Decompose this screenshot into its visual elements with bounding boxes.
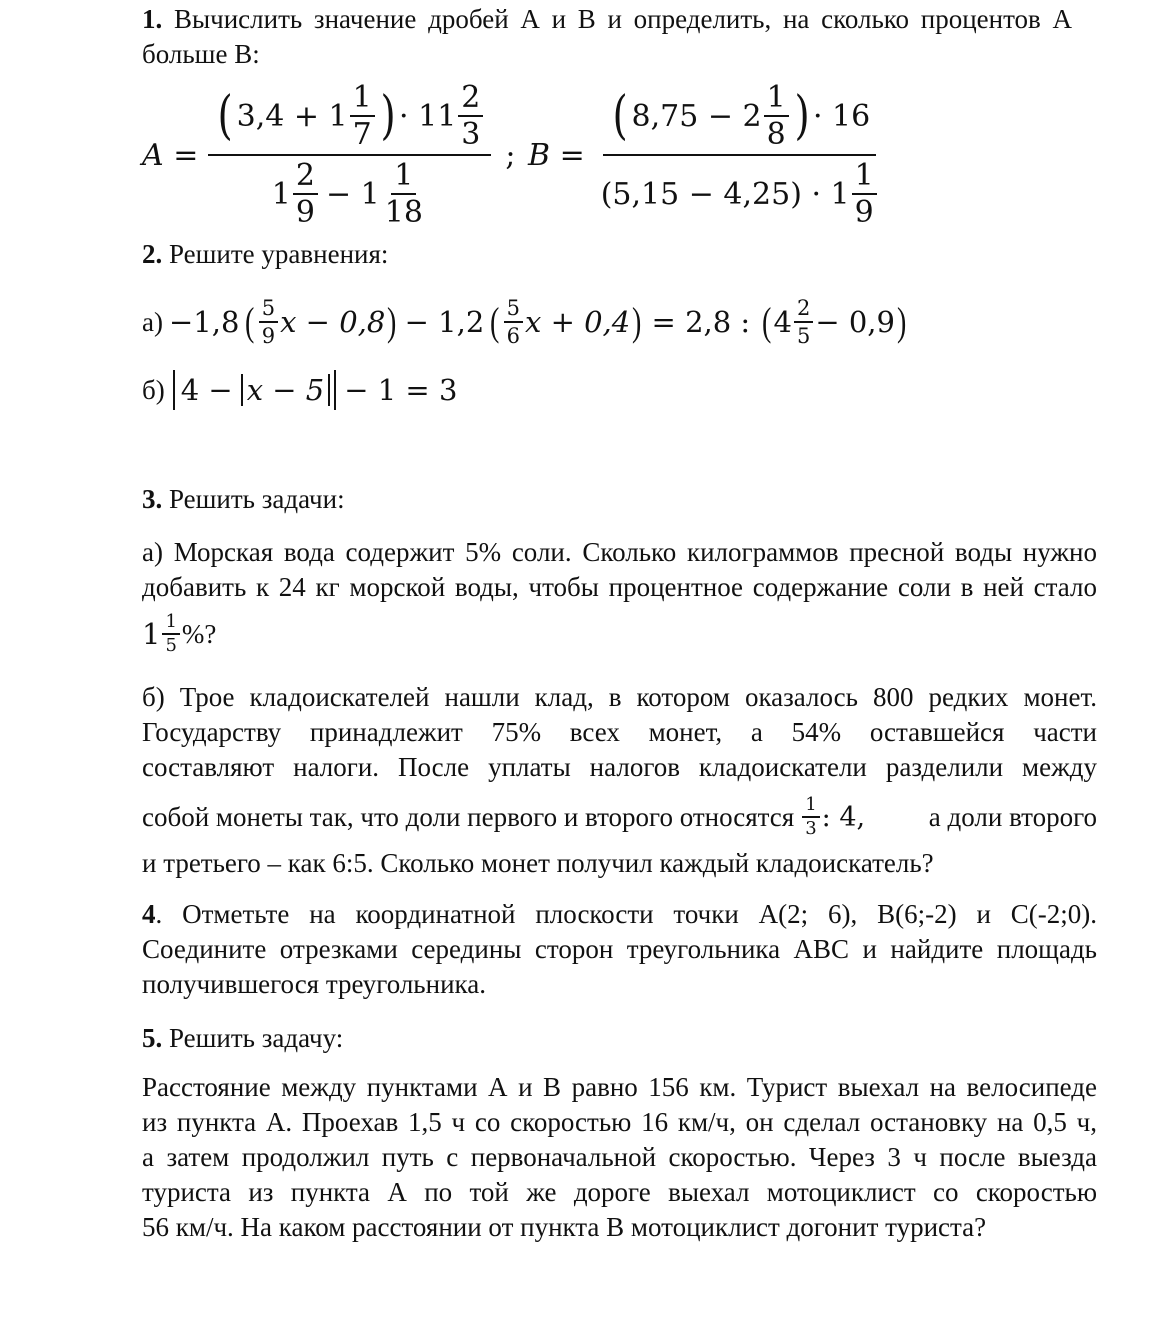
task3-a: а) Морская вода содержит 5% соли. Сколько килограммов пресной воды нужно добавить к 24 кг морской воды, чтобы процентное содержание соли в ней стало — [142, 537, 1097, 602]
formula-separator: ; — [505, 137, 516, 173]
formula-b-lhs: B = — [528, 137, 585, 173]
task1-text — [142, 2, 1072, 72]
task3-heading: 3. Решить задачи: — [142, 484, 345, 514]
formula-a — [142, 80, 516, 230]
formula-a-fraction — [208, 82, 491, 228]
task3-a-fraction: 1 $\frac{1}{5}$ %? — [142, 610, 217, 656]
task3-b-ratio-line: собой монеты так, что доли первого и второго относятся $\frac{1}{3}$ : 4, а доли второго — [142, 793, 1097, 839]
task4: 4. Отметьте на координатной плоскости точки A(2; 6), B(6;-2) и C(-2;0). Соедините отрезками середины сторон треугольника ABC и найдите площадь получившегося треугольника. — [142, 899, 1097, 999]
task3-b: б) Трое кладоискателей нашли клад, в котором оказалось 800 редких монет. Государству принадлежит 75% всех монет, а 54% оставшейся части составляют налоги. После уплаты налогов кладоискатели разделили между — [142, 682, 1097, 782]
task1-line1: Вычислить значение дробей А и В и определить, на сколько процентов А — [173, 4, 1072, 34]
task5-heading: 5. Решить задачу: — [142, 1023, 344, 1053]
formula-a-denominator: 1 $\frac{2}{9}$ − 1 $\frac{1}{18}$ — [271, 158, 423, 230]
task2-heading: 2. Решите уравнения: — [142, 239, 389, 269]
task5-number: 5. — [142, 1023, 163, 1053]
equation-a: а) −1,8 ( $\frac{5}{9}$ x − 0,8 ) − 1,2 ( $\frac{5}{6}$ x + 0,4 ) = 2,8 : ( 4 $\frac{2}{5}$ − 0,9 ) — [142, 296, 907, 348]
task5-text: Расстояние между пунктами А и В равно 156 км. Турист выехал на велосипеде из пункта А. Проехав 1,5 ч со скоростью 16 км/ч, он сделал остановку на 0,5 ч, а затем продолжил путь с первоначальной скоростью. Через 3 ч после выезда туриста из пункта А по той же дороге выехал мотоциклист со скоростью 56 км/ч. На каком расстоянии от пункта В мотоциклист догонит туриста? — [142, 1072, 1097, 1242]
task4-number: 4 — [142, 899, 156, 929]
task2-number: 2. — [142, 239, 163, 269]
formula-a-lhs: A = — [142, 137, 199, 173]
equation-b: б) 4 − x − 5 − 1 = 3 — [142, 366, 457, 414]
formula-b-fraction — [595, 82, 885, 228]
task3-b-last: и третьего – как 6:5. Сколько монет получил каждый кладоискатель? — [142, 848, 934, 878]
task1-line2: больше В: — [142, 39, 260, 69]
formula-b-denominator: (5,15 − 4,25) · 1 $\frac{1}{9}$ — [595, 156, 885, 228]
task1-number: 1. — [142, 4, 163, 34]
task3-number: 3. — [142, 484, 163, 514]
formula-b — [528, 80, 885, 230]
formula-a-numerator: ( 3,4 + 1 $\frac{1}{7}$ ) · 11 $\frac{2}{3}$ — [208, 82, 491, 156]
formula-b-numerator: ( 8,75 − 2 $\frac{1}{8}$ ) · 16 — [603, 82, 876, 156]
